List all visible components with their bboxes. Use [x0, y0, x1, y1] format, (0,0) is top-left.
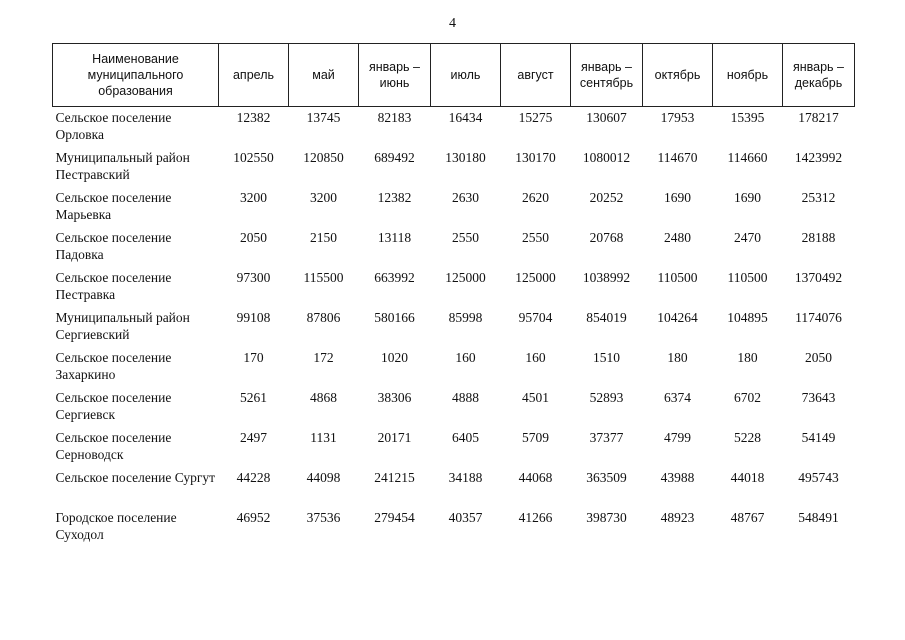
value-cell: 4888 — [452, 390, 479, 405]
value-cell: 1131 — [310, 430, 337, 445]
header-period-column: август — [501, 44, 571, 107]
row-name-cell: Сельское поселение Сергиевск — [55, 390, 172, 422]
value-cell: 2550 — [522, 230, 549, 245]
value-cell: 15275 — [518, 110, 553, 125]
table-row — [53, 307, 855, 347]
table-body — [53, 107, 855, 548]
value-cell: 44228 — [236, 470, 271, 485]
value-cell: 172 — [313, 350, 334, 365]
value-cell: 2470 — [734, 230, 761, 245]
value-cell: 114660 — [727, 150, 768, 165]
value-cell: 5261 — [240, 390, 267, 405]
value-cell: 95704 — [518, 310, 553, 325]
value-cell: 12382 — [236, 110, 271, 125]
value-cell: 13118 — [377, 230, 412, 245]
value-cell: 3200 — [240, 190, 267, 205]
row-name-cell: Сельское поселение Падовка — [55, 230, 172, 262]
value-cell: 13745 — [306, 110, 341, 125]
header-name-column: Наименование муниципального образования — [53, 44, 219, 107]
value-cell: 495743 — [798, 470, 839, 485]
value-cell: 2497 — [240, 430, 267, 445]
table-row — [53, 267, 855, 307]
value-cell: 1510 — [593, 350, 620, 365]
value-cell: 48767 — [730, 510, 765, 525]
value-cell: 40357 — [448, 510, 483, 525]
row-name-cell: Сельское поселение Орловка — [55, 110, 172, 142]
value-cell: 38306 — [377, 390, 412, 405]
value-cell: 37536 — [306, 510, 341, 525]
value-cell: 16434 — [448, 110, 483, 125]
header-period-column: июль — [431, 44, 501, 107]
value-cell: 20252 — [589, 190, 624, 205]
value-cell: 1370492 — [794, 270, 843, 285]
value-cell: 114670 — [657, 150, 698, 165]
header-period-column: ноябрь — [713, 44, 783, 107]
table-row — [53, 467, 855, 507]
value-cell: 2480 — [664, 230, 691, 245]
value-cell: 104264 — [657, 310, 698, 325]
value-cell: 15395 — [730, 110, 765, 125]
value-cell: 46952 — [236, 510, 271, 525]
value-cell: 54149 — [801, 430, 836, 445]
value-cell: 1690 — [664, 190, 691, 205]
value-cell: 17953 — [660, 110, 695, 125]
header-row — [53, 44, 855, 107]
value-cell: 2550 — [452, 230, 479, 245]
value-cell: 20768 — [589, 230, 624, 245]
table-row — [53, 347, 855, 387]
value-cell: 34188 — [448, 470, 483, 485]
value-cell: 548491 — [798, 510, 839, 525]
table-row — [53, 387, 855, 427]
value-cell: 5709 — [522, 430, 549, 445]
value-cell: 663992 — [374, 270, 415, 285]
value-cell: 82183 — [377, 110, 412, 125]
data-table — [52, 43, 855, 547]
value-cell: 4868 — [310, 390, 337, 405]
value-cell: 120850 — [303, 150, 344, 165]
value-cell: 1020 — [381, 350, 408, 365]
header-period-column: январь – июнь — [359, 44, 431, 107]
row-name-cell: Муниципальный район Пестравский — [55, 150, 190, 182]
value-cell: 110500 — [657, 270, 698, 285]
value-cell: 48923 — [660, 510, 695, 525]
value-cell: 97300 — [236, 270, 271, 285]
value-cell: 2050 — [805, 350, 832, 365]
value-cell: 102550 — [233, 150, 274, 165]
value-cell: 130180 — [445, 150, 486, 165]
row-name-cell: Сельское поселение Серноводск — [55, 430, 172, 462]
value-cell: 1423992 — [794, 150, 843, 165]
value-cell: 130170 — [515, 150, 556, 165]
value-cell: 20171 — [377, 430, 412, 445]
row-name-cell: Муниципальный район Сергиевский — [55, 310, 190, 342]
table-header — [53, 44, 855, 107]
value-cell: 689492 — [374, 150, 415, 165]
value-cell: 99108 — [236, 310, 271, 325]
value-cell: 854019 — [586, 310, 627, 325]
value-cell: 160 — [525, 350, 546, 365]
value-cell: 25312 — [801, 190, 836, 205]
value-cell: 170 — [243, 350, 264, 365]
value-cell: 125000 — [445, 270, 486, 285]
value-cell: 110500 — [727, 270, 768, 285]
value-cell: 44068 — [518, 470, 553, 485]
table-row — [53, 187, 855, 227]
value-cell: 1038992 — [582, 270, 631, 285]
value-cell: 52893 — [589, 390, 624, 405]
value-cell: 279454 — [374, 510, 415, 525]
header-period-column: апрель — [219, 44, 289, 107]
row-name-cell: Сельское поселение Сургут — [55, 470, 216, 485]
value-cell: 4501 — [522, 390, 549, 405]
value-cell: 4799 — [664, 430, 691, 445]
value-cell: 6374 — [664, 390, 691, 405]
value-cell: 125000 — [515, 270, 556, 285]
value-cell: 37377 — [589, 430, 624, 445]
value-cell: 580166 — [374, 310, 415, 325]
value-cell: 1174076 — [795, 310, 842, 325]
value-cell: 6702 — [734, 390, 761, 405]
value-cell: 2630 — [452, 190, 479, 205]
value-cell: 1080012 — [582, 150, 631, 165]
value-cell: 12382 — [377, 190, 412, 205]
value-cell: 104895 — [727, 310, 768, 325]
value-cell: 2050 — [240, 230, 267, 245]
table-row — [53, 147, 855, 187]
value-cell: 6405 — [452, 430, 479, 445]
table-row — [53, 427, 855, 467]
value-cell: 363509 — [586, 470, 627, 485]
table-row — [53, 507, 855, 547]
value-cell: 2150 — [310, 230, 337, 245]
value-cell: 44018 — [730, 470, 765, 485]
value-cell: 180 — [737, 350, 758, 365]
value-cell: 73643 — [801, 390, 836, 405]
value-cell: 87806 — [306, 310, 341, 325]
value-cell: 180 — [667, 350, 688, 365]
value-cell: 43988 — [660, 470, 695, 485]
value-cell: 178217 — [798, 110, 839, 125]
value-cell: 115500 — [303, 270, 344, 285]
row-name-cell: Сельское поселение Захаркино — [55, 350, 172, 382]
value-cell: 1690 — [734, 190, 761, 205]
header-period-column: январь – декабрь — [783, 44, 855, 107]
value-cell: 44098 — [306, 470, 341, 485]
header-period-column: январь – сентябрь — [571, 44, 643, 107]
value-cell: 28188 — [801, 230, 836, 245]
row-name-cell: Городское поселение Суходол — [55, 510, 177, 542]
table-row — [53, 227, 855, 267]
page-number: 4 — [449, 16, 456, 31]
value-cell: 398730 — [586, 510, 627, 525]
row-name-cell: Сельское поселение Пестравка — [55, 270, 172, 302]
value-cell: 160 — [455, 350, 476, 365]
table-row — [53, 107, 855, 148]
value-cell: 41266 — [518, 510, 553, 525]
header-period-column: октябрь — [643, 44, 713, 107]
value-cell: 5228 — [734, 430, 761, 445]
value-cell: 2620 — [522, 190, 549, 205]
row-name-cell: Сельское поселение Марьевка — [55, 190, 172, 222]
value-cell: 85998 — [448, 310, 483, 325]
value-cell: 130607 — [586, 110, 627, 125]
value-cell: 3200 — [310, 190, 337, 205]
value-cell: 241215 — [374, 470, 415, 485]
header-period-column: май — [289, 44, 359, 107]
